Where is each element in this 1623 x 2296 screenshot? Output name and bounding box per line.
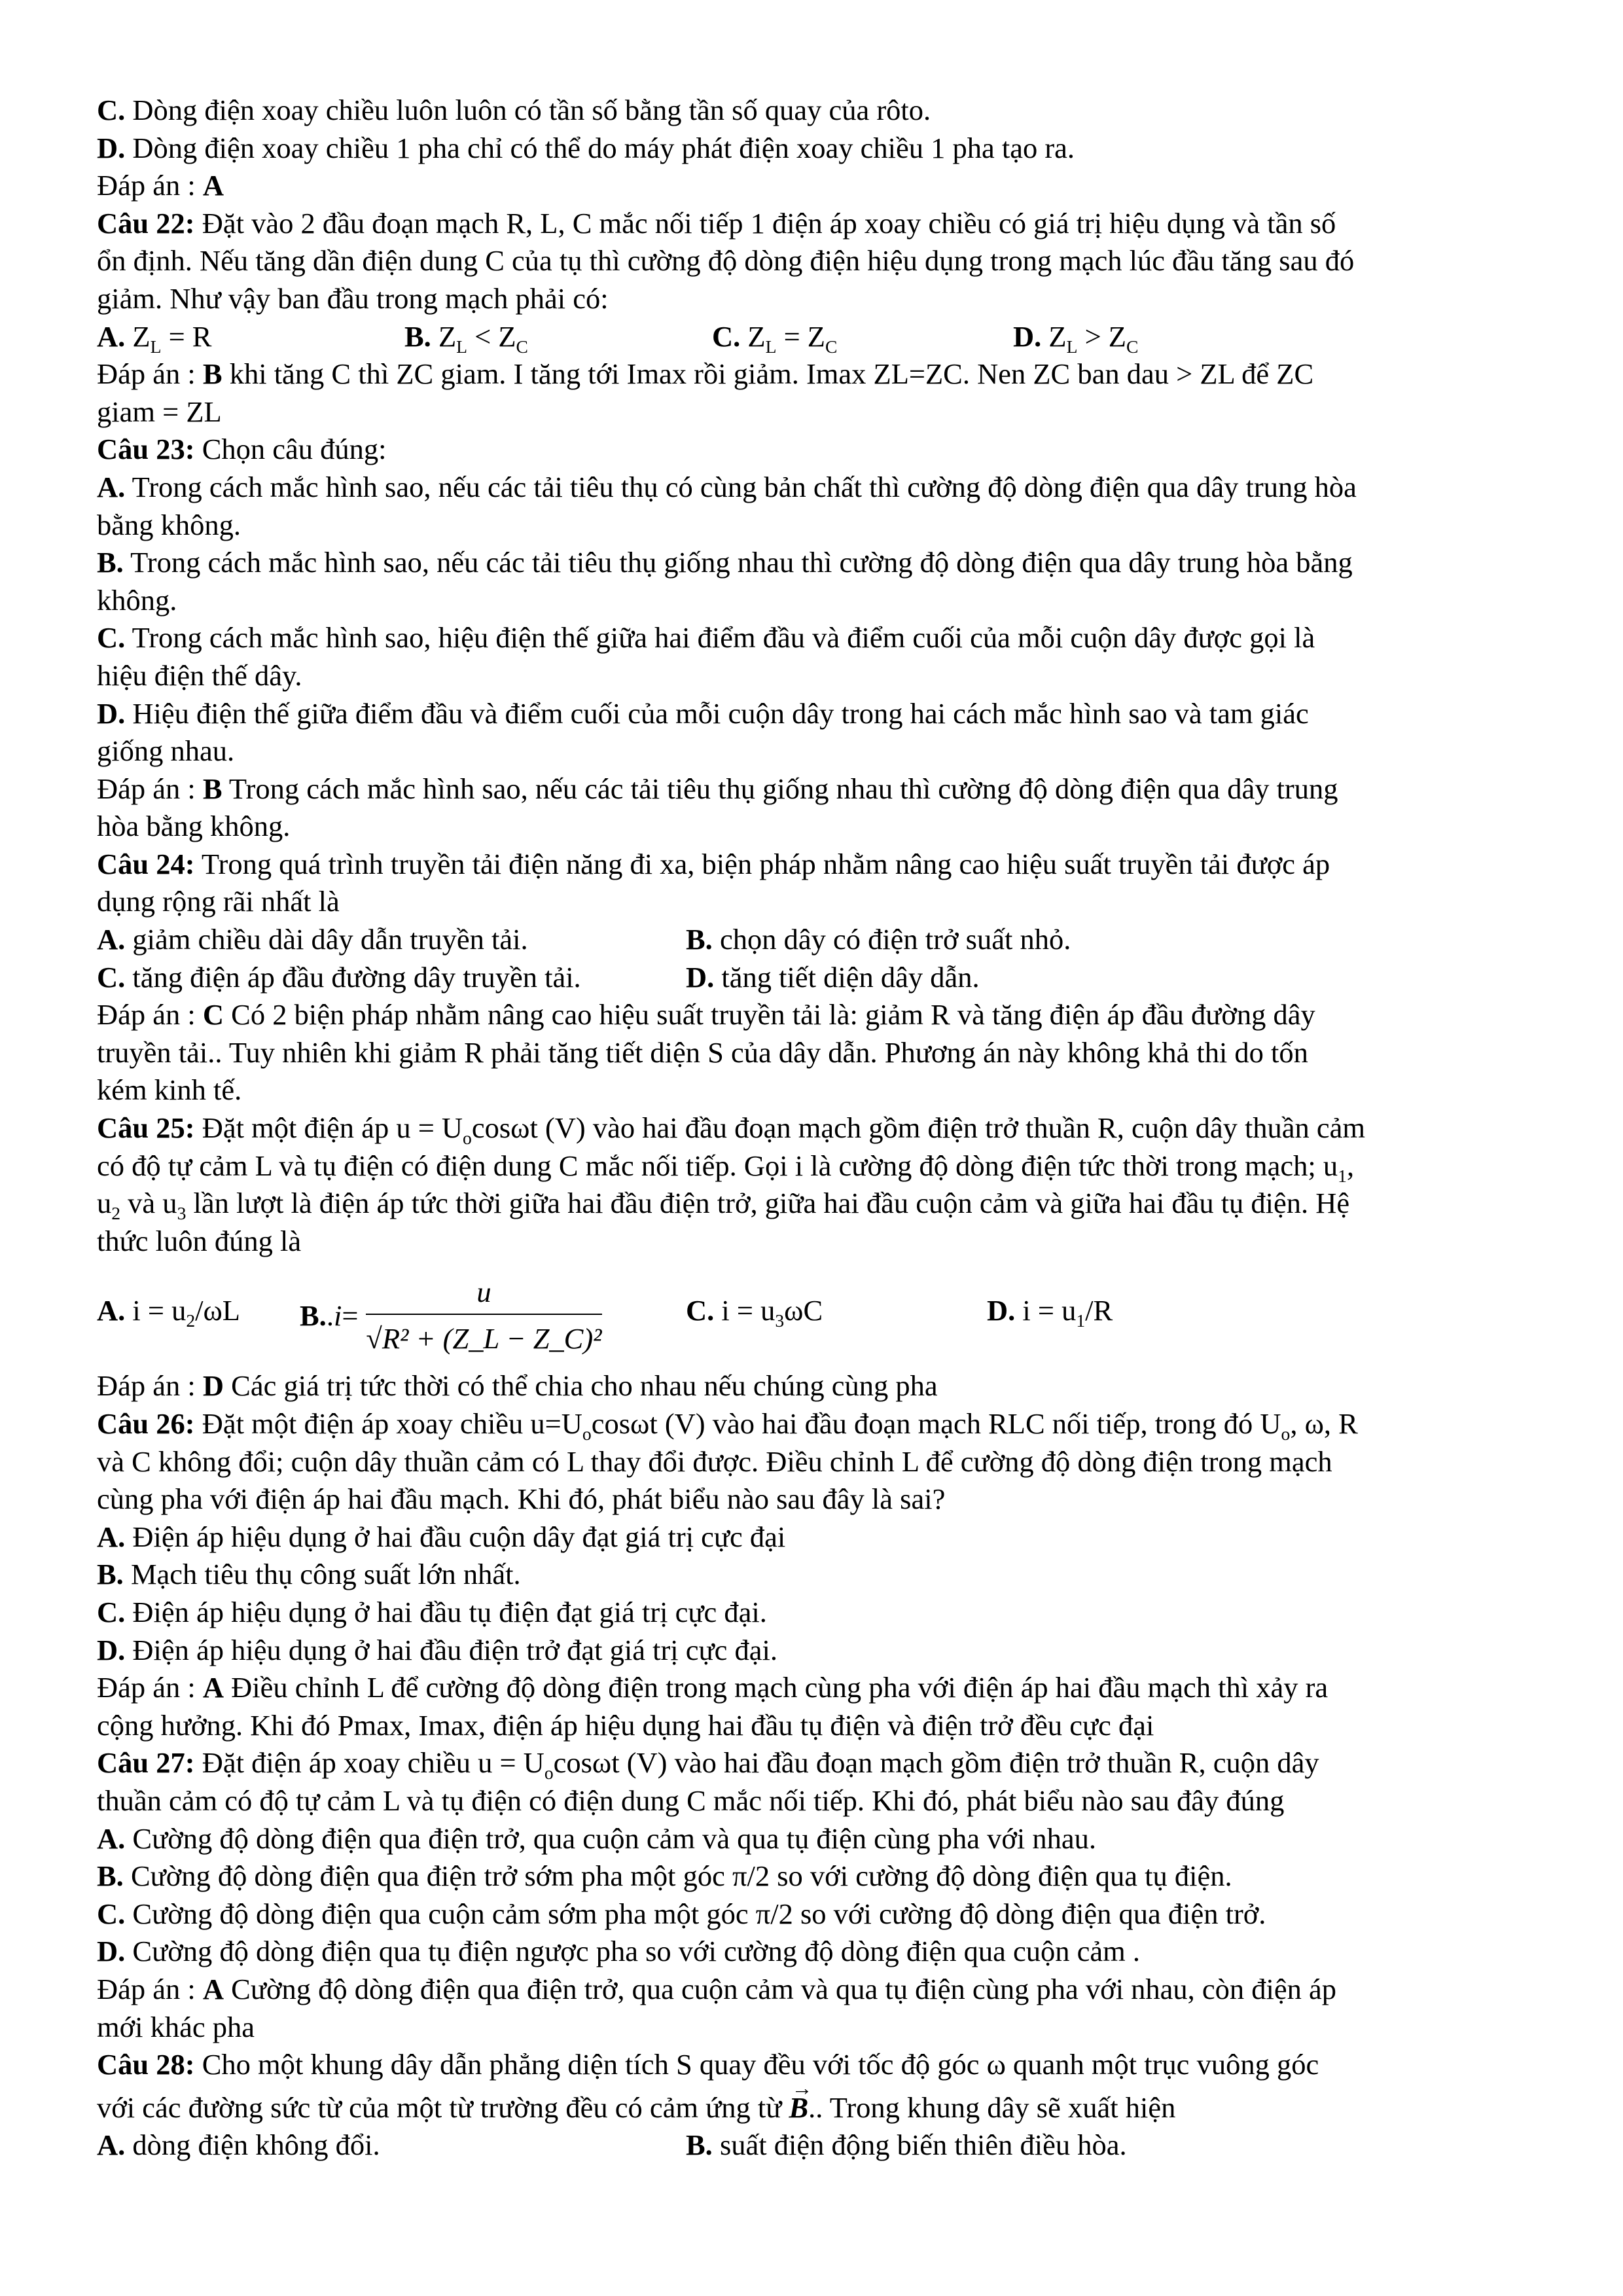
question-line: Câu 26: Đặt một điện áp xoay chiều $u=U_o\cos\omega t$ (V) vào hai đầu đoạn mạch RLC nối tiếp, trong đó $U_o$, ω, R (97, 1407, 1358, 1444)
text-line: mới khác pha (97, 2010, 255, 2043)
question-line: Câu 24: Trong quá trình truyền tải điện năng đi xa, biện pháp nhằm nâng cao hiệu suất truyền tải được áp (97, 847, 1330, 880)
text-line: bằng không. (97, 508, 241, 541)
answer-line: Đáp án : B Trong cách mắc hình sao, nếu các tải tiêu thụ giống nhau thì cường độ dòng điện qua dây trung (97, 772, 1338, 805)
answer-line: Đáp án : A Điều chỉnh L để cường độ dòng điện trong mạch cùng pha với điện áp hai đầu mạch thì xảy ra (97, 1671, 1329, 1704)
answer-line: Đáp án : C Có 2 biện pháp nhằm nâng cao hiệu suất truyền tải là: giảm R và tăng điện áp đầu đường dây (97, 998, 1315, 1031)
text-line: ổn định. Nếu tăng dần điện dung C của tụ thì cường độ dòng điện hiệu dụng trong mạch lúc đầu tăng sau đó (97, 244, 1355, 278)
option-line: B. Mạch tiêu thụ công suất lớn nhất. (97, 1558, 521, 1591)
text-line: hiệu điện thế dây. (97, 658, 302, 692)
text-line: giảm. Như vậy ban đầu trong mạch phải có: (97, 281, 609, 315)
text-line: có độ tự cảm L và tụ điện có điện dung C mắc nối tiếp. Gọi i là cường độ dòng điện tức thời trong mạch; $u_1$, (97, 1149, 1355, 1186)
text-line: và C không đổi; cuộn dây thuần cảm có L thay đổi được. Điều chỉnh L để cường độ dòng điện trong mạch (97, 1444, 1332, 1478)
answer-line: Đáp án : B khi tăng C thì ZC giam. I tăng tới Imax rồi giảm. Imax ZL=ZC. Nen ZC ban dau > ZL để ZC (97, 357, 1314, 391)
formula-options-row: A. $i = u_2/\omega L$ B. . i = $\frac{u}{\text{√R² + (Z\_L − Z\_C)²}}$ C. $i = u_3\omega C$ D. $i = u_1/R$ (97, 1264, 1537, 1367)
text-line: dụng rộng rãi nhất là (97, 885, 340, 918)
options-row: A. $Z_L = R$ B. $Z_L < Z_C$ C. $Z_L = Z_C$ D. $Z_L > Z_C$ (97, 319, 1139, 357)
question-line: Câu 28: Cho một khung dây dẫn phẳng diện tích S quay đều với tốc độ góc ω quanh một trục vuông góc (97, 2048, 1319, 2081)
option-line: D. Điện áp hiệu dụng ở hai đầu điện trở đạt giá trị cực đại. (97, 1633, 777, 1666)
options-row: A. dòng điện không đổi. B. suất điện động biến thiên điều hòa. (97, 2128, 1127, 2162)
answer-line: Đáp án : A Cường độ dòng điện qua điện trở, qua cuộn cảm và qua tụ điện cùng pha với nhau, còn điện áp (97, 1972, 1337, 2005)
option-line: B. Trong cách mắc hình sao, nếu các tải tiêu thụ giống nhau thì cường độ dòng điện qua dây trung hòa bằng (97, 546, 1353, 579)
option-line: C. Điện áp hiệu dụng ở hai đầu tụ điện đạt giá trị cực đại. (97, 1595, 767, 1628)
text-line: cùng pha với điện áp hai đầu mạch. Khi đó, phát biểu nào sau đây là sai? (97, 1482, 946, 1516)
text-line: không. (97, 583, 177, 617)
option-line: B. Cường độ dòng điện qua điện trở sớm pha một góc π/2 so với cường độ dòng điện qua tụ điện. (97, 1859, 1232, 1893)
answer-line: Đáp án : A (97, 169, 224, 202)
text-line: $u_2$ và $u_3$ lần lượt là điện áp tức thời giữa hai đầu điện trở, giữa hai đầu cuộn cảm và giữa hai đầu tụ điện. Hệ (97, 1187, 1350, 1224)
options-row: C. tăng điện áp đầu đường dây truyền tải. D. tăng tiết diện dây dẫn. (97, 960, 980, 994)
question-line: Câu 25: Đặt một điện áp $u = U_o\cos\omega t$ (V) vào hai đầu đoạn mạch gồm điện trở thuần R, cuộn dây thuần cảm (97, 1111, 1366, 1148)
document-page (97, 92, 1537, 2164)
text-line: truyền tải.. Tuy nhiên khi giảm R phải tăng tiết diện S của dây dẫn. Phương án này không khả thi do tốn (97, 1035, 1308, 1069)
fraction-formula: $\frac{u}{\text{√R² + (Z\_L − Z\_C)²}}$ (366, 1274, 601, 1358)
vector-b-symbol: → B (789, 2089, 808, 2127)
text-line: giam = ZL (97, 395, 222, 428)
option-line: D. Cường độ dòng điện qua tụ điện ngược pha so với cường độ dòng điện qua cuộn cảm . (97, 1935, 1140, 1968)
option-line: A. Cường độ dòng điện qua điện trở, qua cuộn cảm và qua tụ điện cùng pha với nhau. (97, 1821, 1097, 1855)
option-line: D. Dòng điện xoay chiều 1 pha chỉ có thể do máy phát điện xoay chiều 1 pha tạo ra. (97, 131, 1075, 164)
options-row: A. giảm chiều dài dây dẫn truyền tải. B. chọn dây có điện trở suất nhỏ. (97, 923, 1071, 956)
option-line: C. Trong cách mắc hình sao, hiệu điện thế giữa hai điểm đầu và điểm cuối của mỗi cuộn dây được gọi là (97, 621, 1315, 655)
text-line: hòa bằng không. (97, 810, 291, 843)
option-line: C. Dòng điện xoay chiều luôn luôn có tần số bằng tần số quay của rôto. (97, 94, 931, 126)
text-line: giống nhau. (97, 734, 235, 768)
question-line: Câu 27: Đặt điện áp xoay chiều $u = U_o\cos\omega t$ (V) vào hai đầu đoạn mạch gồm điện trở thuần R, cuộn dây (97, 1746, 1319, 1784)
text-line: cộng hưởng. Khi đó Pmax, Imax, điện áp hiệu dụng hai đầu tụ điện và điện trở đều cực đại (97, 1708, 1154, 1742)
option-line: D. Hiệu điện thế giữa điểm đầu và điểm cuối của mỗi cuộn dây trong hai cách mắc hình sao và tam giác (97, 696, 1309, 730)
text-line: thức luôn đúng là (97, 1224, 302, 1257)
question-line: Câu 23: Chọn câu đúng: (97, 433, 387, 466)
option-line: C. Cường độ dòng điện qua cuộn cảm sớm pha một góc π/2 so với cường độ dòng điện qua điện trở. (97, 1897, 1266, 1930)
text-line: thuần cảm có độ tự cảm L và tụ điện có điện dung C mắc nối tiếp. Khi đó, phát biểu nào sau đây đúng (97, 1784, 1285, 1817)
option-line: A. Trong cách mắc hình sao, nếu các tải tiêu thụ có cùng bản chất thì cường độ dòng điện qua dây trung hòa (97, 470, 1357, 503)
text-line: kém kinh tế. (97, 1073, 242, 1107)
option-line: A. Điện áp hiệu dụng ở hai đầu cuộn dây đạt giá trị cực đại (97, 1520, 786, 1553)
answer-line: Đáp án : D Các giá trị tức thời có thể chia cho nhau nếu chúng cùng pha (97, 1369, 938, 1403)
text-line: với các đường sức từ của một từ trường đều có cảm ứng từ → B.. Trong khung dây sẽ xuất hiện (97, 2089, 1537, 2127)
question-line: Câu 22: Đặt vào 2 đầu đoạn mạch R, L, C mắc nối tiếp 1 điện áp xoay chiều có giá trị hiệu dụng và tần số (97, 206, 1336, 240)
